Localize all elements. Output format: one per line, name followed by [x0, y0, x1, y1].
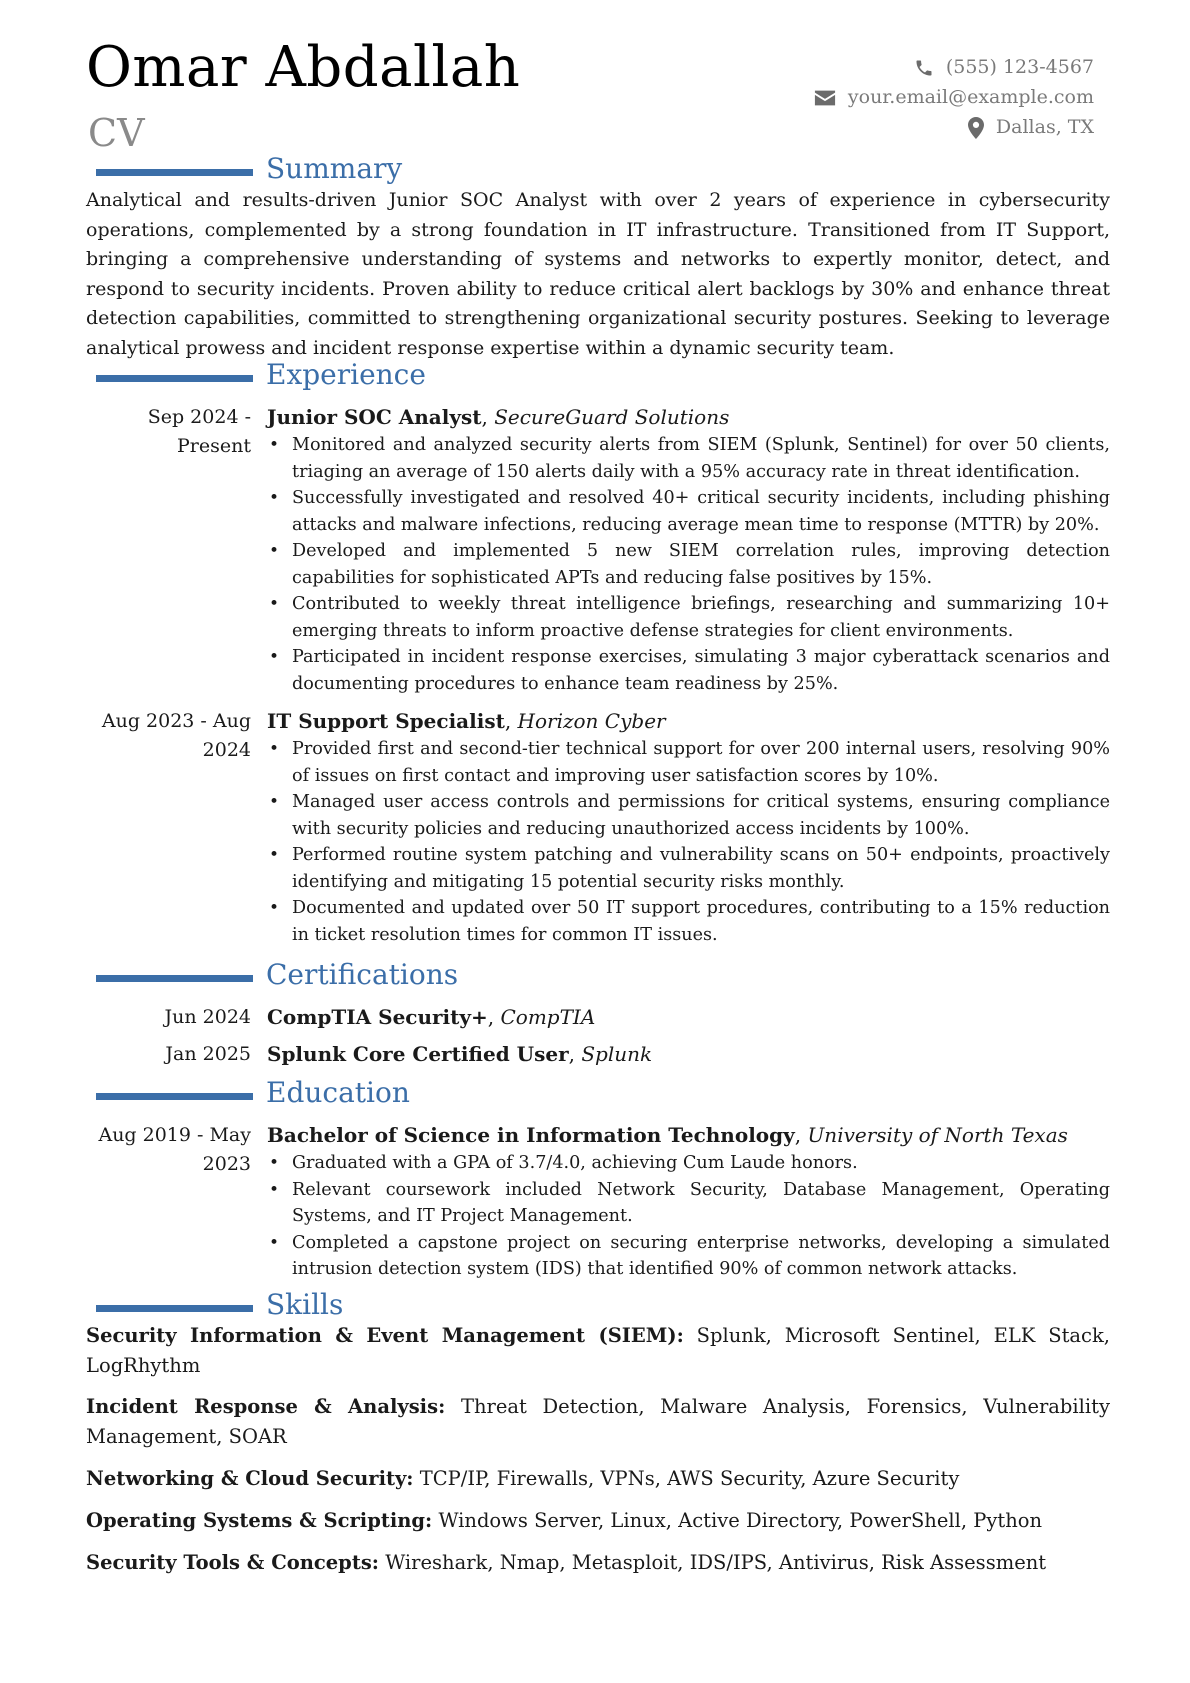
job-entry: [267, 707, 1110, 948]
cert-name: Splunk Core Certified User: [267, 1042, 569, 1066]
contact-location: [814, 112, 1094, 142]
education-bullet: • Relevant coursework included Network Security, Database Management, Operating Systems, and IT Project Management.: [267, 1177, 1110, 1230]
cert-issuer: CompTIA: [500, 1005, 596, 1029]
cert-date: Jan 2025: [165, 1043, 251, 1065]
certifications-heading: [96, 958, 1096, 996]
email-address[interactable]: your.email@example.com: [847, 86, 1094, 108]
job-heading: IT Support Specialist, Horizon Cyber: [267, 709, 666, 733]
cert-date: Jun 2024: [164, 1006, 251, 1028]
experience-heading: [96, 358, 1096, 396]
job-bullet: • Successfully investigated and resolved 40+ critical security incidents, including phishing attacks and malware infections, reducing average mean time to response (MTTR) by 20%.: [267, 485, 1110, 538]
skill-group: [86, 1392, 1110, 1451]
job-bullet: • Contributed to weekly threat intelligence briefings, researching and summarizing 10+ emerging threats to inform proactive defense strategies for client environments.: [267, 591, 1110, 644]
job-bullet: • Performed routine system patching and vulnerability scans on 50+ endpoints, proactively identifying and mitigating 15 potential security risks monthly.: [267, 842, 1110, 895]
skill-label: Operating Systems & Scripting:: [86, 1509, 433, 1532]
skill-group: [86, 1464, 1110, 1494]
summary-text: Analytical and results-driven Junior SOC Analyst with over 2 years of experience in cybersecurity operations, complemented by a strong foundation in IT infrastructure. Transitioned from IT Support, bringing a comprehensive understanding of systems and networks to expertly monitor, detect, and respond to security incidents. Proven ability to reduce critical alert backlogs by 30% and enhance threat detection capabilities, committed to strengthening organizational security postures. Seeking to leverage analytical prowess and incident response expertise within a dynamic security team.: [86, 189, 1110, 359]
cert-entry: [267, 1003, 1110, 1032]
school-name: University of North Texas: [807, 1123, 1068, 1147]
skill-items: Wireshark, Nmap, Metasploit, IDS/IPS, Antivirus, Risk Assessment: [385, 1551, 1047, 1574]
summary-heading: [96, 152, 1096, 190]
job-date: Aug 2023 - Aug 2024: [101, 710, 251, 761]
cert-heading: CompTIA Security+, CompTIA: [267, 1005, 596, 1029]
job-heading: Junior SOC Analyst, SecureGuard Solutions: [267, 405, 730, 429]
certifications-title: Certifications: [266, 958, 459, 991]
location-text: Dallas, TX: [995, 116, 1094, 138]
job-date: Sep 2024 - Present: [147, 406, 251, 457]
job-entry: [267, 403, 1110, 697]
cert-heading: Splunk Core Certified User, Splunk: [267, 1042, 653, 1066]
cert-issuer: Splunk: [581, 1042, 653, 1066]
skill-items: TCP/IP, Firewalls, VPNs, AWS Security, Azure Security: [419, 1467, 960, 1490]
education-bullet: • Completed a capstone project on securing enterprise networks, developing a simulated intrusion detection system (IDS) that identified 90% of common network attacks.: [267, 1230, 1110, 1283]
skill-items: Windows Server, Linux, Active Directory, PowerShell, Python: [438, 1509, 1043, 1532]
summary-title: Summary: [266, 152, 403, 185]
job-bullet: • Provided first and second-tier technical support for over 200 internal users, resolving 90% of issues on first contact and improving user satisfaction scores by 10%.: [267, 736, 1110, 789]
cert-name: CompTIA Security+: [267, 1005, 488, 1029]
skill-label: Incident Response & Analysis:: [86, 1395, 446, 1418]
education-date: Aug 2019 - May 2023: [98, 1124, 251, 1175]
degree-name: Bachelor of Science in Information Technology: [267, 1123, 795, 1147]
job-bullet: • Documented and updated over 50 IT support procedures, contributing to a 15% reduction in ticket resolution times for common IT issues.: [267, 895, 1110, 948]
skill-label: Security Information & Event Management (SIEM):: [86, 1324, 684, 1347]
skill-group: [86, 1321, 1110, 1380]
cert-entry: [267, 1040, 1110, 1069]
education-heading-line: Bachelor of Science in Information Technology, University of North Texas: [267, 1123, 1068, 1147]
experience-title: Experience: [266, 358, 426, 391]
job-role: IT Support Specialist: [267, 709, 505, 733]
skill-group: [86, 1506, 1110, 1536]
map-pin-icon: [968, 117, 984, 139]
section-accent-bar: [96, 169, 253, 176]
education-title: Education: [266, 1076, 410, 1109]
contact-email: [814, 82, 1094, 112]
skill-items: Threat Detection, Malware Analysis, Forensics, Vulnerability Management, SOAR: [86, 1395, 1110, 1448]
skill-label: Networking & Cloud Security:: [86, 1467, 414, 1490]
skill-items: Splunk, Microsoft Sentinel, ELK Stack, LogRhythm: [86, 1324, 1110, 1377]
education-bullets: [267, 1150, 1110, 1283]
job-company: SecureGuard Solutions: [494, 405, 730, 429]
phone-number[interactable]: (555) 123-4567: [945, 56, 1094, 78]
education-heading: [96, 1076, 1096, 1114]
contact-phone: [814, 52, 1094, 82]
section-accent-bar: [96, 975, 253, 982]
person-name: Omar Abdallah: [86, 35, 521, 100]
job-bullet: • Monitored and analyzed security alerts from SIEM (Splunk, Sentinel) for over 50 clients, triaging an average of 150 alerts daily with a 95% accuracy rate in threat identification.: [267, 432, 1110, 485]
skill-label: Security Tools & Concepts:: [86, 1551, 380, 1574]
job-bullets: [267, 432, 1110, 697]
section-accent-bar: [96, 375, 253, 382]
job-bullet: • Managed user access controls and permissions for critical systems, ensuring compliance with security policies and reducing unauthorized access incidents by 100%.: [267, 789, 1110, 842]
job-bullets: [267, 736, 1110, 948]
document-subtitle: CV: [88, 111, 145, 155]
skills-title: Skills: [266, 1288, 344, 1321]
job-bullet: • Developed and implemented 5 new SIEM correlation rules, improving detection capabilities for sophisticated APTs and reducing false positives by 15%.: [267, 538, 1110, 591]
job-company: Horizon Cyber: [517, 709, 666, 733]
education-entry: [267, 1121, 1110, 1283]
contact-block: [814, 52, 1094, 142]
section-accent-bar: [96, 1305, 253, 1312]
cv-header: [86, 35, 1094, 158]
skill-group: [86, 1548, 1110, 1578]
section-accent-bar: [96, 1093, 253, 1100]
job-bullet: • Participated in incident response exercises, simulating 3 major cyberattack scenarios and documenting procedures to enhance team readiness by 25%.: [267, 644, 1110, 697]
job-role: Junior SOC Analyst: [267, 405, 482, 429]
education-bullet: • Graduated with a GPA of 3.7/4.0, achieving Cum Laude honors.: [267, 1150, 1110, 1177]
phone-icon: [914, 58, 934, 78]
envelope-icon: [814, 89, 836, 107]
